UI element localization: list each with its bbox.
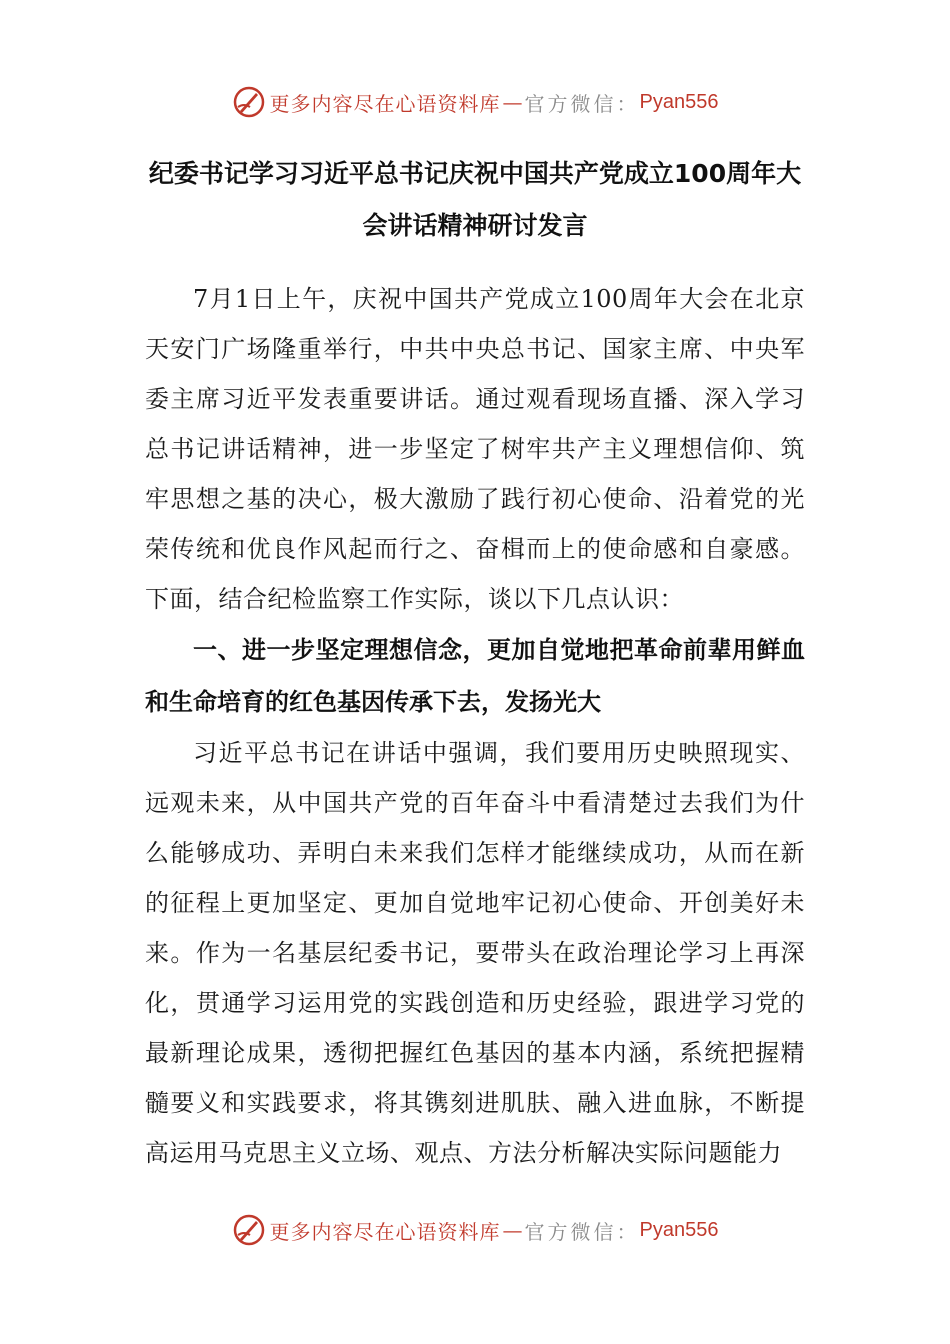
quill-pen-icon — [232, 1213, 266, 1247]
watermark-dash: — — [502, 1218, 523, 1242]
watermark-brand-text: 更多内容尽在心语资料库 — [269, 91, 501, 116]
watermark-wechat-id: Pyan556 — [639, 90, 719, 113]
watermark-official-label: 官方微信： — [524, 91, 640, 116]
document-title: 纪委书记学习习近平总书记庆祝中国共产党成立100周年大会讲话精神研讨发言 — [148, 159, 802, 240]
watermark-official-label: 官方微信： — [524, 1219, 640, 1244]
document-body — [145, 148, 805, 1178]
section-heading: 一、进一步坚定理想信念，更加自觉地把革命前辈用鲜血和生命培育的红色基因传承下去，发扬光大 — [145, 636, 805, 716]
watermark-wechat-id: Pyan556 — [639, 1218, 719, 1241]
watermark-banner-bottom — [0, 1210, 950, 1250]
watermark-brand-text: 更多内容尽在心语资料库 — [269, 1219, 501, 1244]
section-paragraph: 习近平总书记在讲话中强调，我们要用历史映照现实、远观未来，从中国共产党的百年奋斗中看清楚过去我们为什么能够成功、弄明白未来我们怎样才能继续成功，从而在新的征程上更加坚定、更加自觉地牢记初心使命、开创美好未来。作为一名基层纪委书记，要带头在政治理论学习上再深化，贯通学习运用党的实践创造和历史经验，跟进学习党的最新理论成果，透彻把握红色基因的基本内涵，系统把握精髓要义和实践要求，将其镌刻进肌肤、融入进血脉，不断提高运用马克思主义立场、观点、方法分析解决实际问题能力 — [145, 739, 805, 1167]
quill-pen-icon — [232, 85, 266, 119]
watermark-banner-top — [0, 82, 950, 122]
watermark-dash: — — [502, 90, 523, 114]
intro-paragraph: 7月1日上午，庆祝中国共产党成立100周年大会在北京天安门广场隆重举行，中共中央总书记、国家主席、中央军委主席习近平发表重要讲话。通过观看现场直播、深入学习总书记讲话精神，进一步坚定了树牢共产主义理想信仰、筑牢思想之基的决心，极大激励了践行初心使命、沿着党的光荣传统和优良作风起而行之、奋楫而上的使命感和自豪感。下面，结合纪检监察工作实际，谈以下几点认识： — [145, 285, 805, 613]
